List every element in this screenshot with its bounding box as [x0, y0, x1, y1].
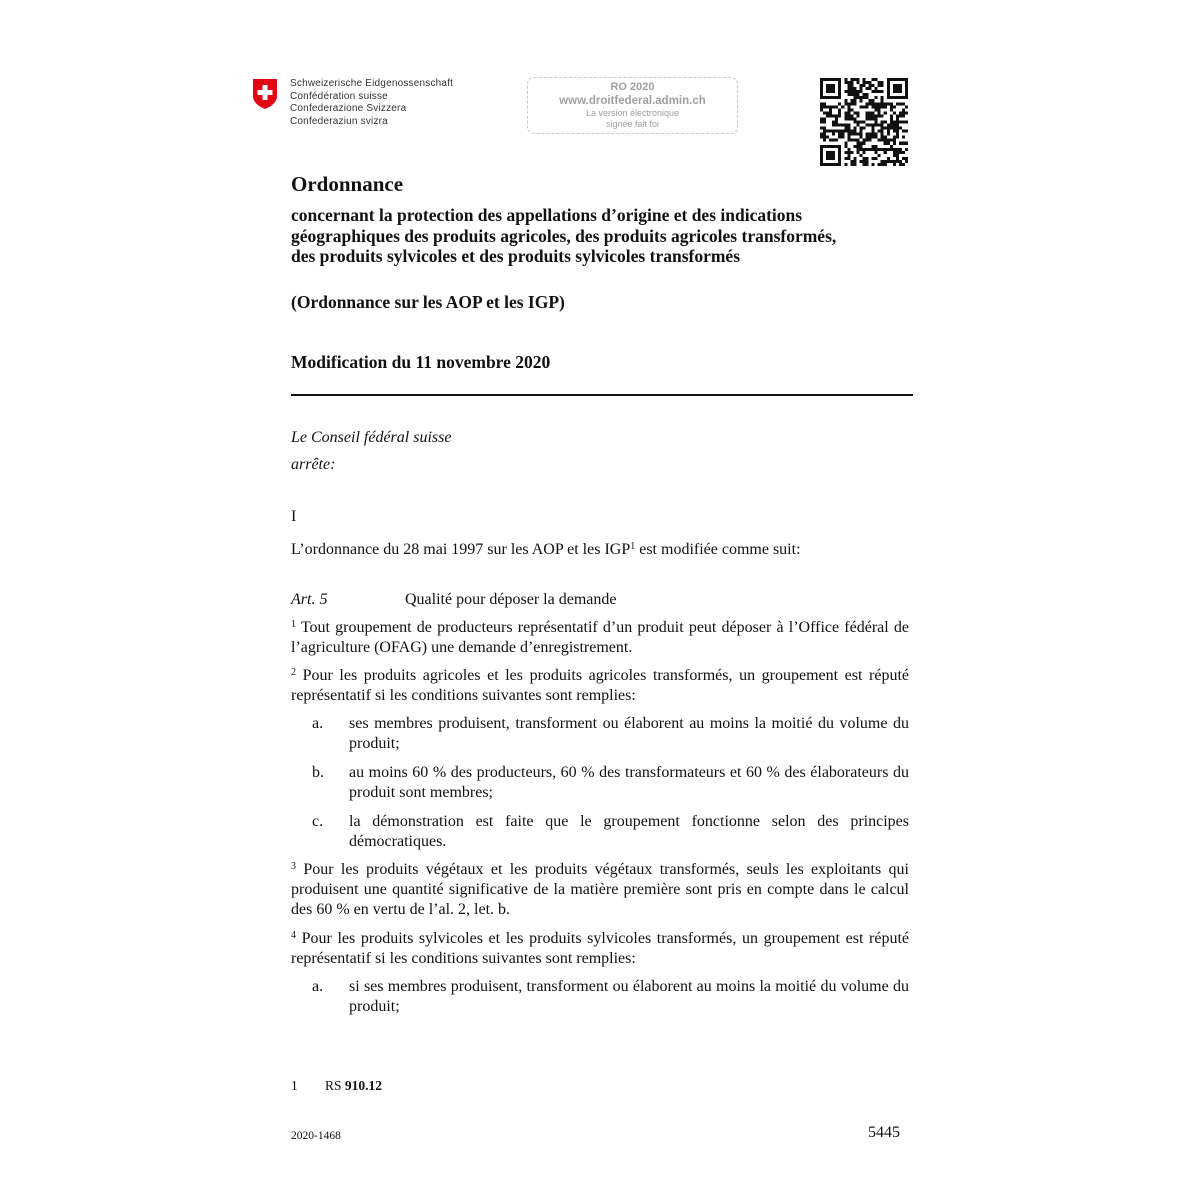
paragraph-1	[291, 618, 909, 658]
stamp-url: www.droitfederal.admin.ch	[559, 95, 706, 107]
federation-name-it: Confederazione Svizzera	[290, 103, 407, 114]
preamble	[291, 424, 909, 478]
article-number: Art. 5	[291, 591, 328, 608]
document-title: Ordonnance	[291, 172, 404, 196]
list-item	[312, 714, 909, 754]
federation-name-rm: Confederaziun svizra	[290, 115, 388, 127]
qr-code-icon	[820, 78, 908, 166]
federation-names	[290, 78, 453, 128]
paragraph-3	[291, 860, 909, 920]
list-text: au moins 60 % des producteurs, 60 % des transformateurs et 60 % des élaborateurs du produit sont membres;	[349, 764, 909, 801]
paragraph-number: 2	[291, 667, 296, 678]
stamp-note-1: La version électronique	[585, 108, 680, 118]
list-letter: c.	[312, 813, 324, 830]
section-number: I	[291, 508, 297, 525]
paragraph-text: Tout groupement de producteurs représentatif d’un produit peut déposer à l’Office fédéral de l’agriculture (OFAG) une demande d’enregistrement.	[291, 619, 909, 656]
paragraph-text: Pour les produits végétaux et les produits végétaux transformés, seuls les exploitants qui produisent une quantité significative de la matière première sont pris en compte dans le calcul des 60 % en vertu de l’al. 2, let. b.	[291, 861, 909, 918]
federation-name-de: Schweizerische Eidgenossenschaft	[290, 78, 454, 89]
paragraph-number: 3	[291, 861, 296, 872]
list-text: ses membres produisent, transforment ou élaborent au moins la moitié du volume du produit;	[349, 715, 909, 752]
list-letter: a.	[312, 715, 324, 732]
official-compilation-stamp	[527, 77, 738, 134]
issuer: Le Conseil fédéral suisse	[291, 429, 452, 446]
lead-text: L’ordonnance du 28 mai 1997 sur les AOP et les IGP	[291, 541, 631, 558]
page-number: 5445	[868, 1124, 900, 1141]
lead-sentence	[291, 540, 909, 560]
list-letter: b.	[312, 764, 324, 781]
footnote-ref[interactable]: 1	[630, 541, 636, 552]
title-divider	[291, 394, 913, 396]
paragraph-text: Pour les produits agricoles et les produits agricoles transformés, un groupement est réputé représentatif si les conditions suivantes sont remplies:	[291, 667, 909, 704]
swiss-crest-logo	[252, 78, 278, 110]
stamp-note-2: signée fait foi	[605, 119, 660, 129]
paragraph-text: Pour les produits sylvicoles et les produits sylvicoles transformés, un groupement est réputé représentatif si les conditions suivantes sont remplies:	[291, 930, 909, 967]
paragraph-number: 1	[291, 619, 296, 630]
footnote-number: 1	[291, 1078, 298, 1093]
document-number: 2020-1468	[291, 1130, 341, 1142]
article-heading	[291, 590, 909, 610]
footnote-reference[interactable]: 910.12	[344, 1078, 383, 1093]
decrees: arrête:	[291, 456, 336, 473]
list-item	[312, 812, 909, 852]
footnote-prefix: RS	[325, 1078, 345, 1093]
article-title: Qualité pour déposer la demande	[405, 591, 617, 608]
list-text: la démonstration est faite que le groupement fonctionne selon des principes démocratiques.	[349, 813, 909, 850]
paragraph-2	[291, 666, 909, 706]
stamp-ro: RO 2020	[610, 81, 655, 93]
lead-text-end: est modifiée comme suit:	[635, 541, 801, 558]
paragraph-4	[291, 929, 909, 969]
federation-name-fr: Confédération suisse	[290, 90, 388, 102]
list-text: si ses membres produisent, transforment ou élaborent au moins la moitié du volume du produit;	[349, 978, 909, 1015]
list-item	[312, 977, 909, 1017]
modification-date: Modification du 11 novembre 2020	[291, 352, 551, 372]
list-letter: a.	[312, 978, 324, 995]
list-item	[312, 763, 909, 803]
footnote	[291, 1078, 382, 1094]
short-title: (Ordonnance sur les AOP et les IGP)	[291, 292, 565, 312]
document-subject: concernant la protection des appellations d’origine et des indications géographiques des produits agricoles, des produits agricoles transformés, des produits sylvicoles et des produits sylvicoles transformés	[291, 205, 837, 266]
paragraph-number: 4	[291, 930, 296, 941]
